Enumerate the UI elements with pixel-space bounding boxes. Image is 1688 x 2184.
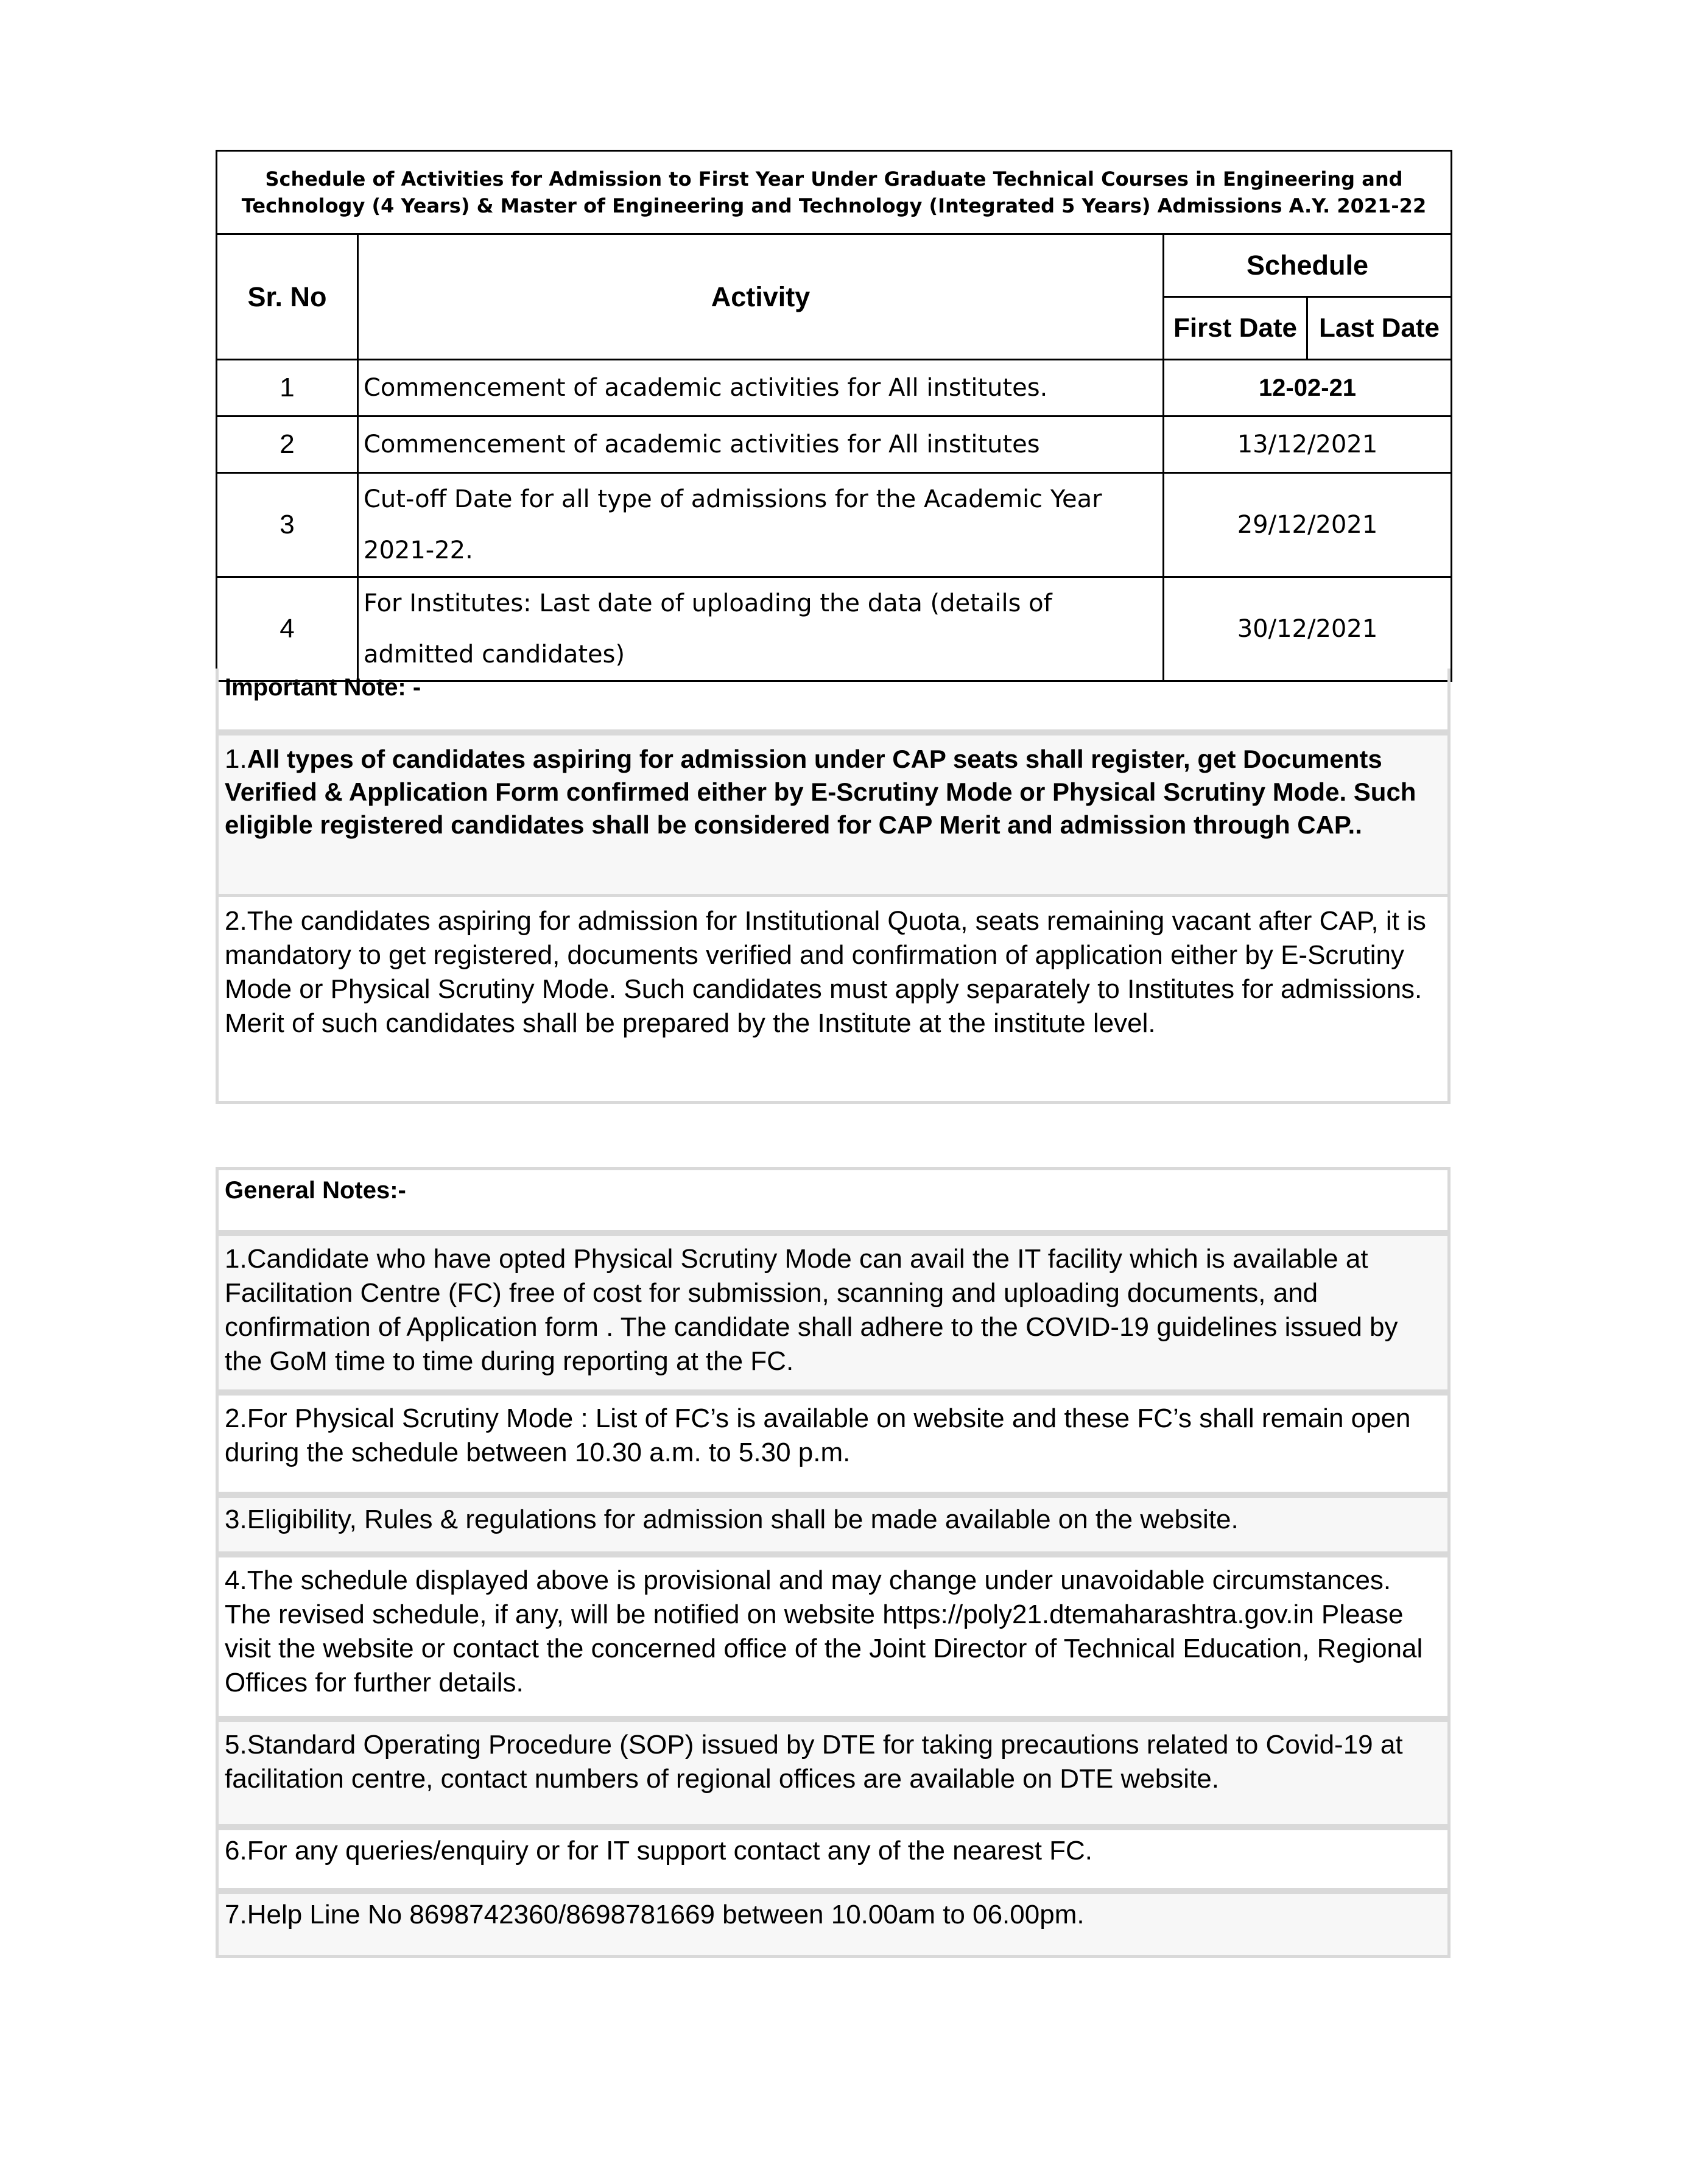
general-note-7 bbox=[216, 1891, 1451, 1958]
note-text: 4.The schedule displayed above is provisional and may change under unavoidable circumstances. The revised schedule, if any, will be notified on website https://poly21.dtemaharashtra.gov.in Please visit the website or contact the concerned office of the Joint Director of Technical Education, Regional Offices for further details. bbox=[225, 1565, 1423, 1698]
row-sr-no: 1 bbox=[217, 360, 358, 416]
important-note-heading-cell bbox=[216, 669, 1451, 732]
important-note-heading: Important Note: - bbox=[225, 674, 421, 701]
general-note-6 bbox=[216, 1827, 1451, 1891]
first-date-header: First Date bbox=[1164, 297, 1307, 360]
table-row bbox=[217, 577, 1452, 681]
general-note-2 bbox=[216, 1392, 1451, 1495]
note-text: 1.Candidate who have opted Physical Scrutiny Mode can avail the IT facility which is available at Facilitation Centre (FC) free of cost for submission, scanning and uploading documents, and confirmation of Application form . The candidate shall adhere to the COVID-19 guidelines issued by the GoM time to time during reporting at the FC. bbox=[225, 1244, 1398, 1376]
row-activity: For Institutes: Last date of uploading the data (details of admitted candidates) bbox=[358, 577, 1164, 681]
important-note-2 bbox=[216, 897, 1451, 1104]
sr-no-header: Sr. No bbox=[217, 234, 358, 360]
schedule-title: Schedule of Activities for Admission to First Year Under Graduate Technical Courses in Engineering and Technology (4 Years) & Master of Engineering and Technology (Integrated 5 Years) Admissions A.Y. 2021-22 bbox=[217, 151, 1452, 234]
schedule-header: Schedule bbox=[1164, 234, 1452, 297]
row-date: 13/12/2021 bbox=[1164, 416, 1452, 473]
general-note-heading-cell bbox=[216, 1167, 1451, 1233]
row-sr-no: 3 bbox=[217, 473, 358, 577]
row-date: 12-02-21 bbox=[1164, 360, 1452, 416]
note-text: 3.Eligibility, Rules & regulations for admission shall be made available on the website. bbox=[225, 1505, 1239, 1534]
table-row bbox=[217, 360, 1452, 416]
row-date: 29/12/2021 bbox=[1164, 473, 1452, 577]
activity-header: Activity bbox=[358, 234, 1164, 360]
general-note-5 bbox=[216, 1719, 1451, 1827]
note-text: 2.For Physical Scrutiny Mode : List of FC’s is available on website and these FC’s shall remain open during the schedule between 10.30 a.m. to 5.30 p.m. bbox=[225, 1403, 1411, 1467]
row-date: 30/12/2021 bbox=[1164, 577, 1452, 681]
row-sr-no: 4 bbox=[217, 577, 358, 681]
general-note-1 bbox=[216, 1233, 1451, 1392]
note-prefix: 1. bbox=[225, 744, 247, 774]
general-note-4 bbox=[216, 1554, 1451, 1719]
row-activity: Commencement of academic activities for All institutes. bbox=[358, 360, 1164, 416]
row-sr-no: 2 bbox=[217, 416, 358, 473]
important-notes bbox=[216, 669, 1451, 1104]
note-text: 6.For any queries/enquiry or for IT support contact any of the nearest FC. bbox=[225, 1836, 1093, 1866]
row-activity: Cut-off Date for all type of admissions for the Academic Year 2021-22. bbox=[358, 473, 1164, 577]
note-text: 5.Standard Operating Procedure (SOP) issued by DTE for taking precautions related to Covid-19 at facilitation centre, contact numbers of regional offices are available on DTE website. bbox=[225, 1730, 1403, 1794]
schedule-table bbox=[216, 150, 1452, 682]
note-text: 2.The candidates aspiring for admission for Institutional Quota, seats remaining vacant after CAP, it is mandatory to get registered, documents verified and confirmation of application either by E-Scrutiny Mode or Physical Scrutiny Mode. Such candidates must apply separately to Institutes for admissions. Merit of such candidates shall be prepared by the Institute at the institute level. bbox=[225, 906, 1426, 1038]
table-row bbox=[217, 473, 1452, 577]
general-note-heading: General Notes:- bbox=[225, 1177, 406, 1204]
general-notes bbox=[216, 1167, 1451, 1958]
important-note-1 bbox=[216, 732, 1451, 897]
general-note-3 bbox=[216, 1495, 1451, 1554]
last-date-header: Last Date bbox=[1307, 297, 1452, 360]
note-text: 7.Help Line No 8698742360/8698781669 between 10.00am to 06.00pm. bbox=[225, 1900, 1085, 1929]
row-activity: Commencement of academic activities for All institutes bbox=[358, 416, 1164, 473]
table-row bbox=[217, 416, 1452, 473]
note-text: All types of candidates aspiring for admission under CAP seats shall register, get Documents Verified & Application Form confirmed either by E-Scrutiny Mode or Physical Scrutiny Mode. Such eligible registered candidates shall be considered for CAP Merit and admission through CAP.. bbox=[225, 745, 1416, 839]
